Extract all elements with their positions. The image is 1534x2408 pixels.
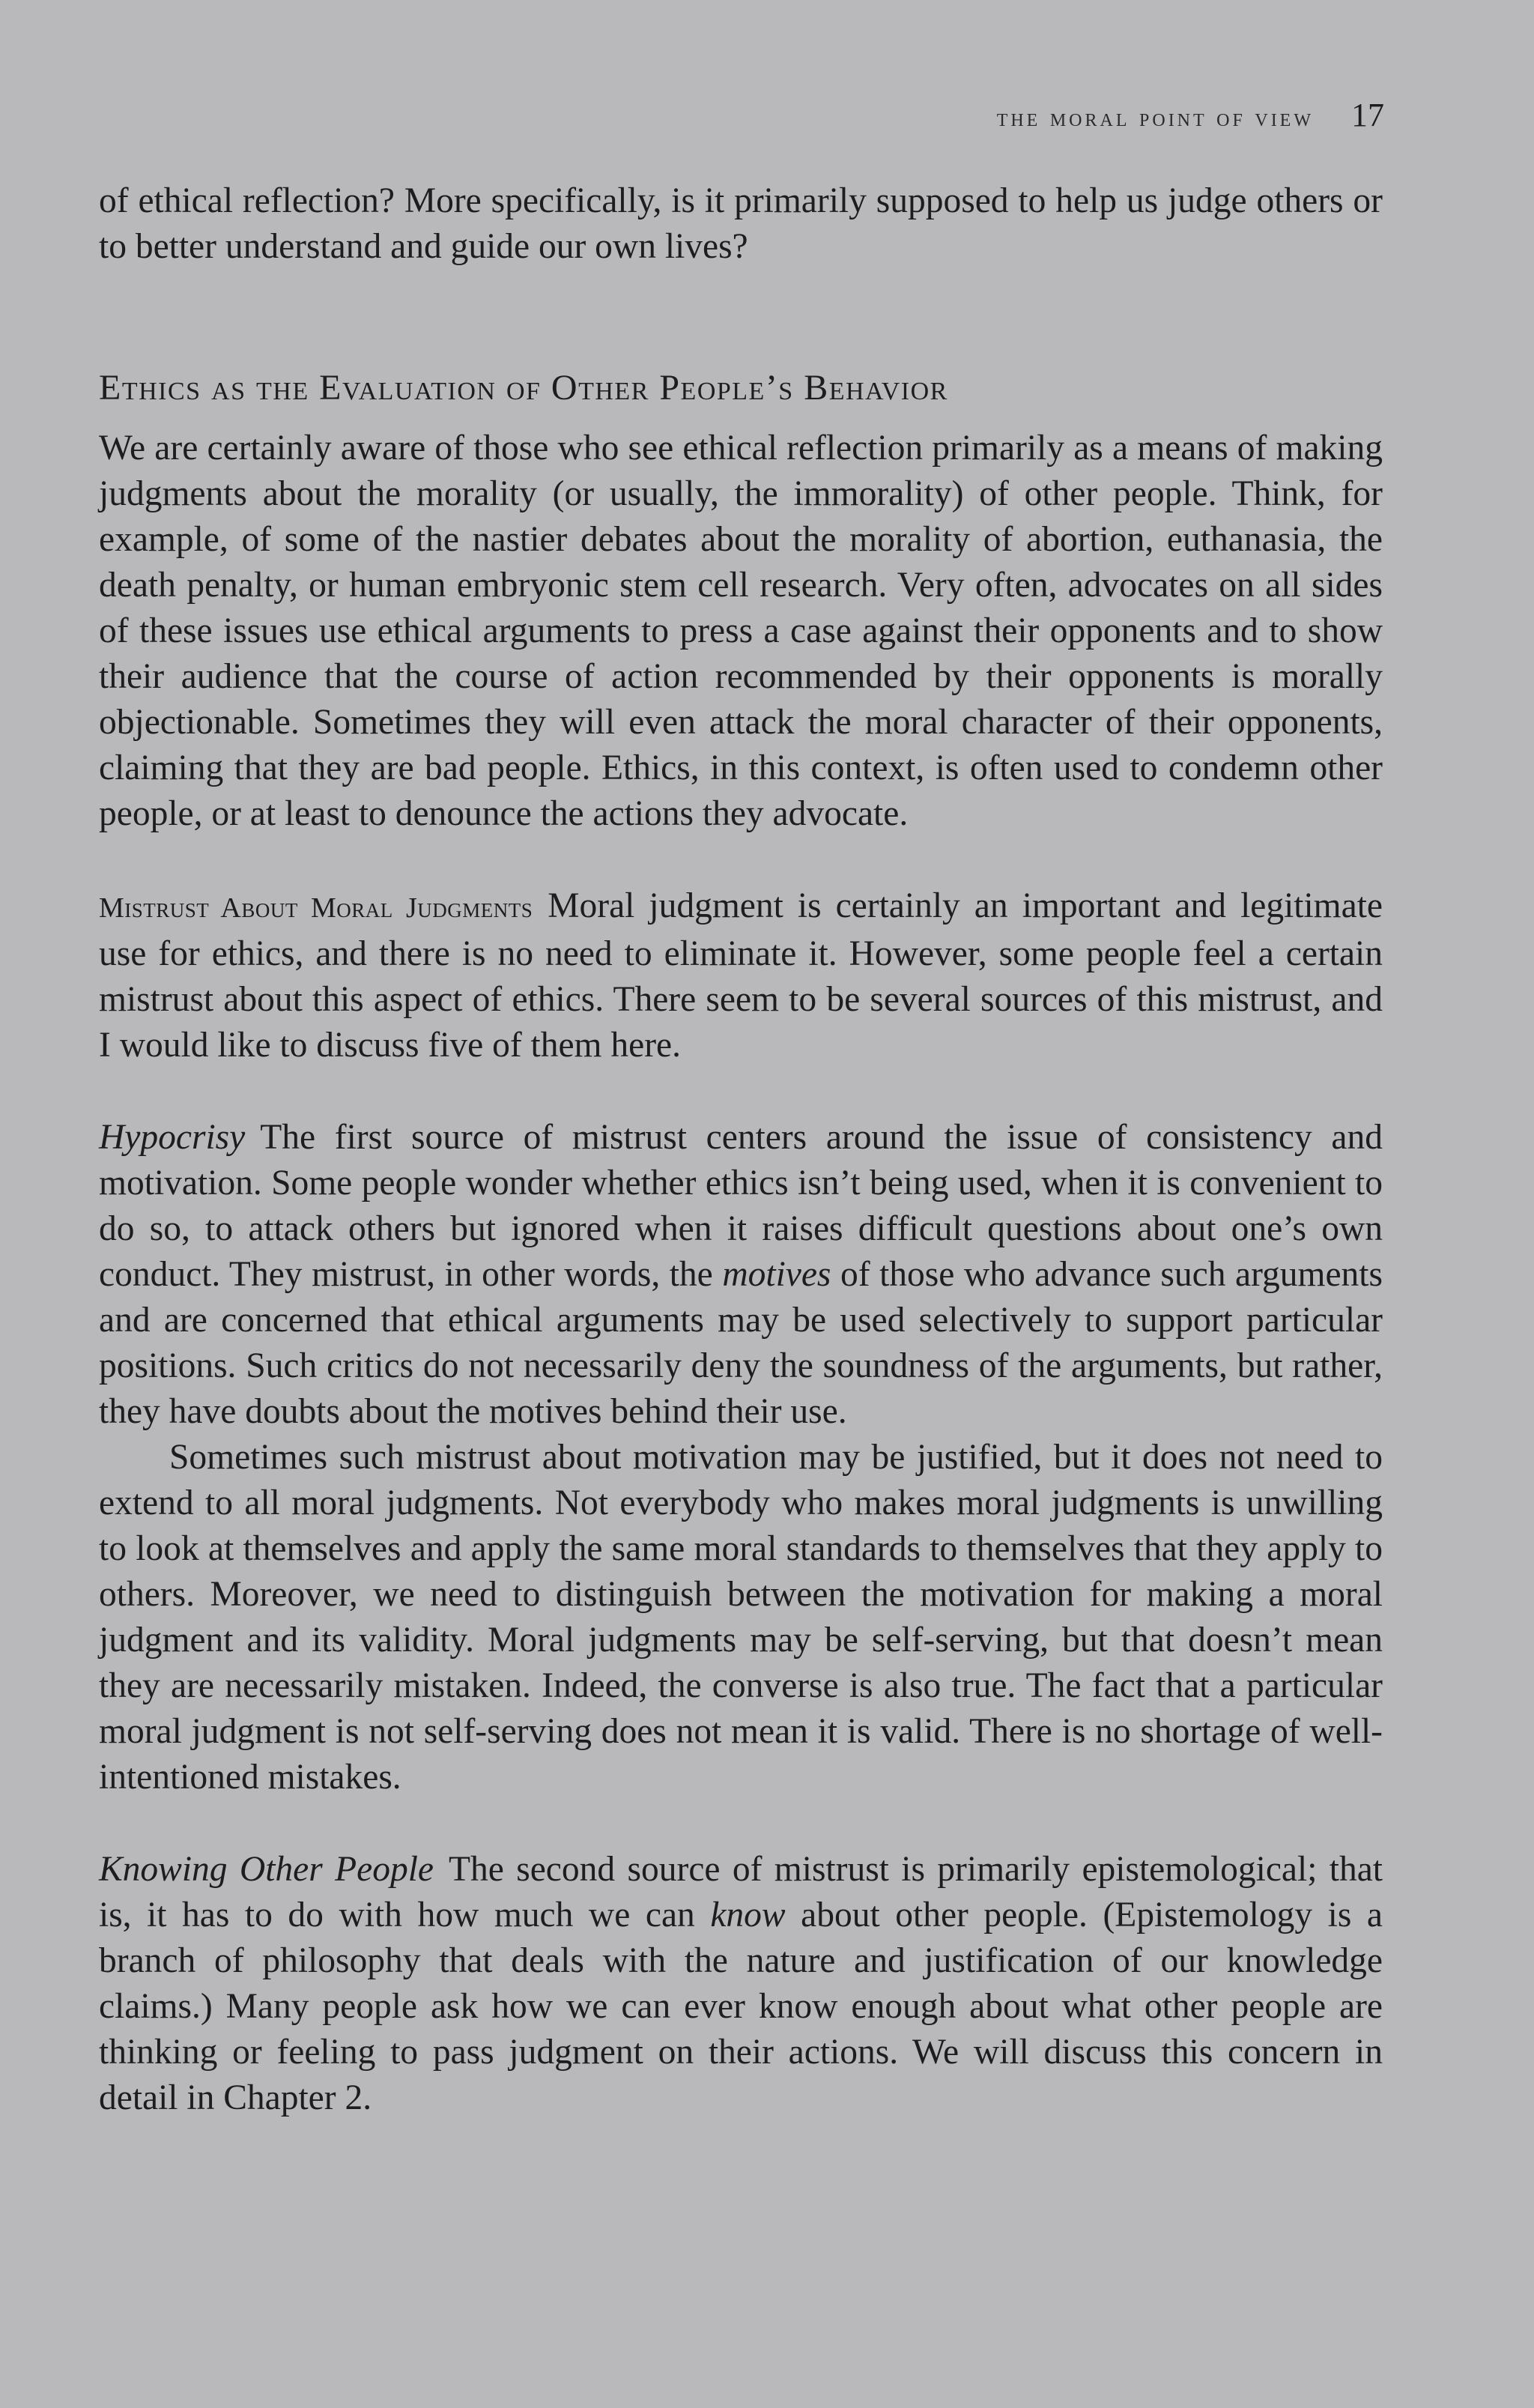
knowing-paragraph <box>99 1847 1383 2121</box>
hypocrisy-paragraph-2: Sometimes such mistrust about motivation may be justified, but it does not need to extend to all moral judgments. Not everybody who makes moral judgments is unwilling to look at themselves and apply the same moral standards to themselves that they apply to others. Moreover, we need to distinguish between the motivation for making a moral judgment and its validity. Moral judgments may be self-serving, but that doesn’t mean they are necessarily mistaken. Indeed, the converse is also true. The fact that a particular moral judgment is not self-serving does not mean it is valid. There is no shortage of well-intentioned mistakes. <box>99 1438 1383 1797</box>
hypocrisy-subhead: Hypocrisy <box>99 1118 246 1157</box>
page-body <box>99 178 1383 2121</box>
hypocrisy-paragraph <box>99 1115 1383 1435</box>
hypocrisy-text-1: The first source of mistrust centers around the issue of consistency and motivation. Some people wonder whether ethics isn’t being used, when it is convenient to do so, to attack others but ignored when it raises difficult questions about one’s own conduct. They mistrust, in other words, the <box>99 1118 1383 1294</box>
mistrust-subhead: Mistrust About Moral Judgments <box>99 892 533 924</box>
mistrust-text: Moral judgment is certainly an important and legitimate use for ethics, and there is no need to eliminate it. However, some people feel a certain mistrust about this aspect of ethics. There seem to be several sources of this mistrust, and I would like to discuss five of them here. <box>99 886 1383 1065</box>
knowing-text-1: The second source of mistrust is primarily epistemological; that is, it has to do with how much we can <box>99 1850 1383 1934</box>
knowing-text-2: about other people. (Epistemology is a branch of philosophy that deals with the nature and justification of our knowledge claims.) Many people ask how we can ever know enough about what other people are thinking or feeling to pass judgment on their actions. We will discuss this concern in detail in Chapter 2. <box>99 1896 1383 2117</box>
running-title: the moral point of view <box>996 104 1314 132</box>
knowing-emphasis: know <box>710 1896 786 1934</box>
mistrust-paragraph <box>99 883 1383 1068</box>
knowing-subhead: Knowing Other People <box>99 1850 434 1889</box>
section-paragraph-1: We are certainly aware of those who see ethical reflection primarily as a means of making judgments about the morality (or usually, the immorality) of other people. Think, for example, of some of the nastier debates about the morality of abortion, euthanasia, the death penalty, or human embryonic stem cell research. Very often, advocates on all sides of these issues use ethical arguments to press a case against their opponents and to show their audience that the course of action recommended by their opponents is morally objectionable. Sometimes they will even attack the moral character of their opponents, claiming that they are bad people. Ethics, in this context, is often used to condemn other people, or at least to denounce the actions they advocate. <box>99 429 1383 833</box>
running-head <box>997 96 1384 141</box>
page-number: 17 <box>1351 97 1384 133</box>
opening-paragraph: of ethical reflection? More specifically, is it primarily supposed to help us judge others or to better understand and guide our own lives? <box>99 181 1383 266</box>
hypocrisy-text-2: of those who advance such arguments and are concerned that ethical arguments may be used selectively to support particular positions. Such critics do not necessarily deny the soundness of the arguments, but rather, they have doubts about the motives behind their use. <box>99 1255 1383 1431</box>
hypocrisy-emphasis: motives <box>722 1255 831 1294</box>
section-heading: Ethics as the Evaluation of Other People’s Behavior <box>99 368 948 408</box>
